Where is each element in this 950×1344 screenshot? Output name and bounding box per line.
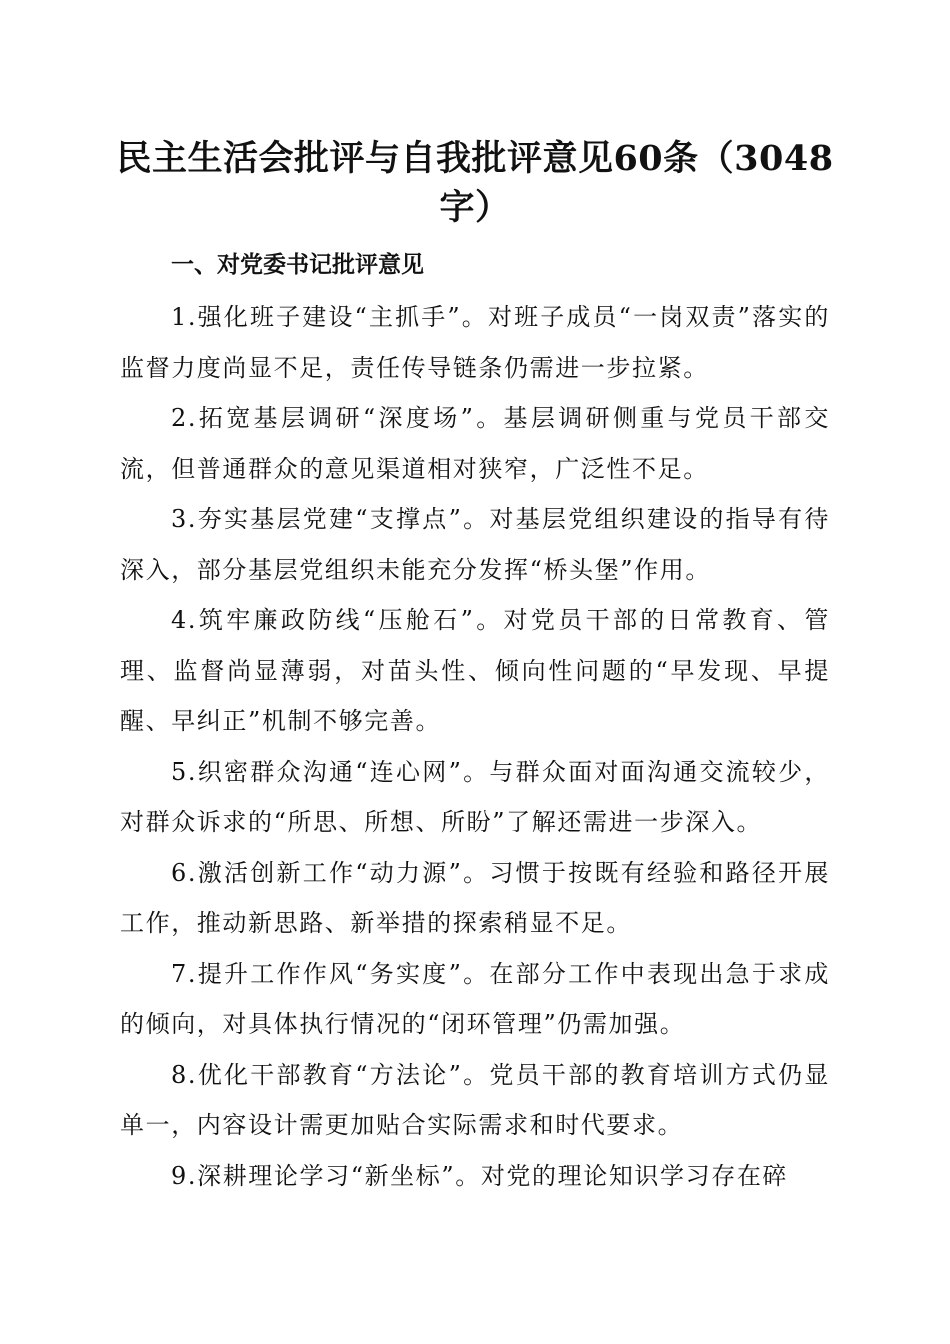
paragraph-item: 3.夯实基层党建“支撑点”。对基层党组织建设的指导有待深入，部分基层党组织未能充分发挥“桥头堡”作用。 — [120, 505, 830, 584]
paragraph-item: 5.织密群众沟通“连心网”。与群众面对面沟通交流较少，对群众诉求的“所思、所想、所盼”了解还需进一步深入。 — [120, 757, 830, 836]
paragraph-item: 8.优化干部教育“方法论”。党员干部的教育培训方式仍显单一，内容设计需更加贴合实际需求和时代要求。 — [120, 1060, 830, 1139]
paragraph-item: 9.深耕理论学习“新坐标”。对党的理论知识学习存在碎 — [171, 1161, 789, 1190]
document-body — [120, 292, 830, 1201]
paragraph-item: 7.提升工作作风“务实度”。在部分工作中表现出急于求成的倾向，对具体执行情况的“闭环管理”仍需加强。 — [120, 959, 830, 1038]
paragraph-item: 1.强化班子建设“主抓手”。对班子成员“一岗双责”落实的监督力度尚显不足，责任传导链条仍需进一步拉紧。 — [120, 303, 830, 382]
paragraph-item: 4.筑牢廉政防线“压舱石”。对党员干部的日常教育、管理、监督尚显薄弱，对苗头性、倾向性问题的“早发现、早提醒、早纠正”机制不够完善。 — [120, 606, 830, 735]
section-heading: 一、对党委书记批评意见 — [171, 252, 424, 278]
document-title: 民主生活会批评与自我批评意见60条（3048字） — [116, 138, 834, 228]
paragraph-item: 2.拓宽基层调研“深度场”。基层调研侧重与党员干部交流，但普通群众的意见渠道相对狭窄，广泛性不足。 — [120, 404, 830, 483]
paragraph-item: 6.激活创新工作“动力源”。习惯于按既有经验和路径开展工作，推动新思路、新举措的探索稍显不足。 — [120, 858, 830, 937]
